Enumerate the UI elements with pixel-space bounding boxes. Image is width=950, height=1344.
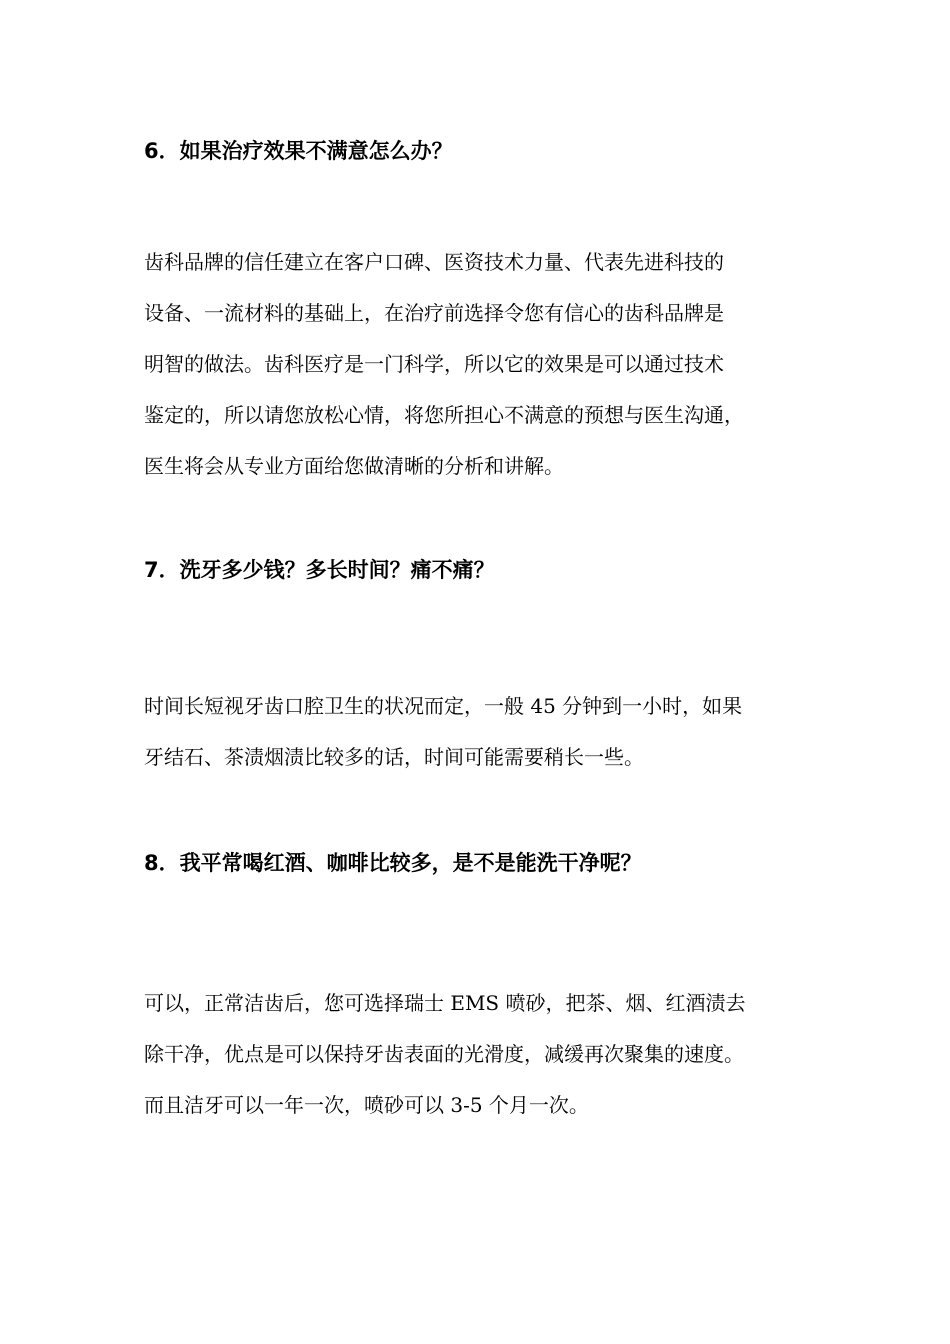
- section-heading-8: 8．我平常喝红酒、咖啡比较多，是不是能洗干净呢？: [144, 851, 642, 875]
- paragraph-line: 除干净，优点是可以保持牙齿表面的光滑度，减缓再次聚集的速度。: [144, 1042, 744, 1066]
- paragraph-line: 医生将会从专业方面给您做清晰的分析和讲解。: [144, 454, 564, 478]
- paragraph-line: 而且洁牙可以一年一次，喷砂可以 3-5 个月一次。: [144, 1093, 589, 1117]
- paragraph-line: 可以，正常洁齿后，您可选择瑞士 EMS 喷砂，把茶、烟、红酒渍去: [144, 991, 746, 1015]
- paragraph-line: 设备、一流材料的基础上，在治疗前选择令您有信心的齿科品牌是: [144, 301, 724, 325]
- paragraph-line: 牙结石、茶渍烟渍比较多的话，时间可能需要稍长一些。: [144, 745, 644, 769]
- paragraph-line: 明智的做法。齿科医疗是一门科学，所以它的效果是可以通过技术: [144, 352, 724, 376]
- section-paragraph-8: [144, 987, 844, 1140]
- paragraph-line: 时间长短视牙齿口腔卫生的状况而定，一般 45 分钟到一小时，如果: [144, 694, 743, 718]
- paragraph-line: 齿科品牌的信任建立在客户口碑、医资技术力量、代表先进科技的: [144, 250, 724, 274]
- section-heading-6: 6．如果治疗效果不满意怎么办？: [144, 139, 453, 163]
- section-paragraph-7: [144, 690, 844, 792]
- paragraph-line: 鉴定的，所以请您放松心情，将您所担心不满意的预想与医生沟通，: [144, 403, 744, 427]
- section-heading-7: 7．洗牙多少钱？多长时间？痛不痛？: [144, 558, 495, 582]
- section-paragraph-6: [144, 246, 844, 501]
